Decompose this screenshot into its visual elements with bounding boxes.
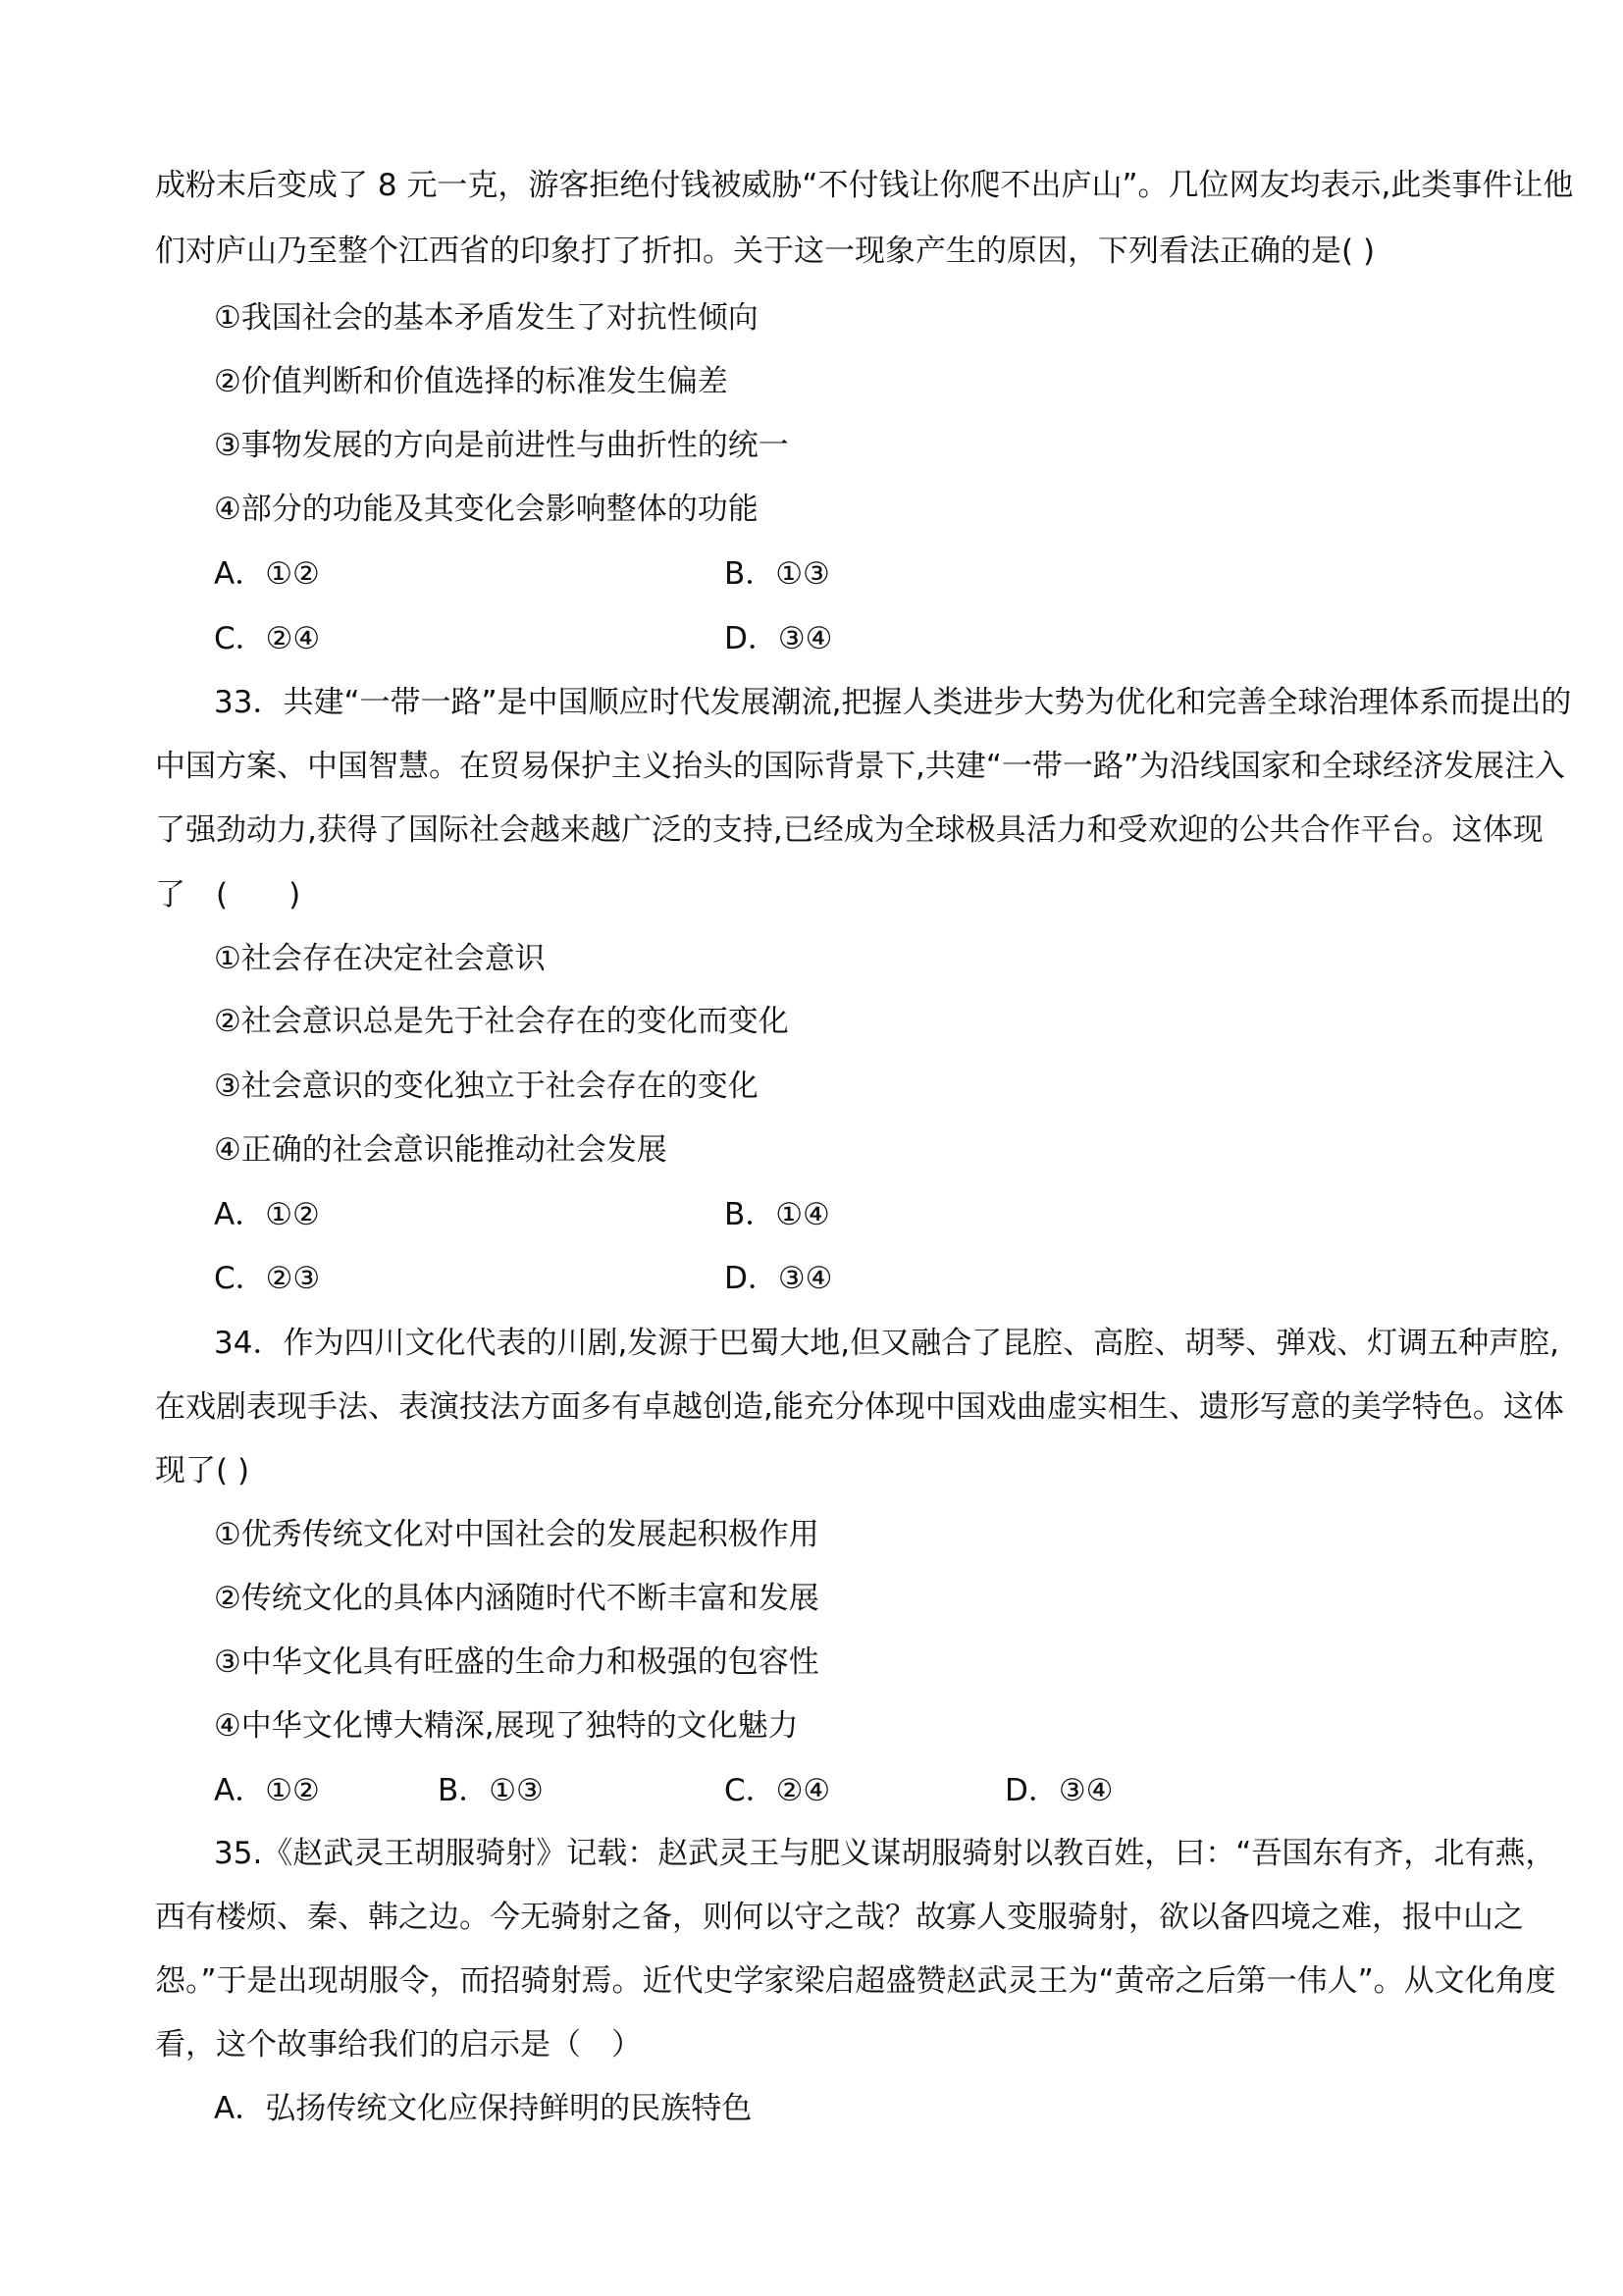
q35-stem-line-2: 西有楼烦、秦、韩之边。今无骑射之备，则何以守之哉？故寡人变服骑射，欲以备四境之难，报中山之 xyxy=(155,1900,1524,1935)
q34-option-d: D．③④ xyxy=(1005,1773,1114,1808)
q35-stem-line-4: 看，这个故事给我们的启示是（ ） xyxy=(155,2027,642,2062)
intro-option-d: D．③④ xyxy=(724,621,833,656)
q33-option-b: B．①④ xyxy=(724,1197,830,1232)
q33-stem-line-4: 了 ( ) xyxy=(155,877,301,913)
q33-statement-1: ①社会存在决定社会意识 xyxy=(214,941,546,976)
intro-statement-4: ④部分的功能及其变化会影响整体的功能 xyxy=(214,492,759,527)
q34-option-b: B．①③ xyxy=(438,1773,544,1808)
q34-statement-3: ③中华文化具有旺盛的生命力和极强的包容性 xyxy=(214,1644,819,1680)
q33-option-a: A．①② xyxy=(214,1197,320,1232)
intro-statement-1: ①我国社会的基本矛盾发生了对抗性倾向 xyxy=(214,300,759,336)
q34-option-c: C．②④ xyxy=(724,1773,831,1808)
q35-stem-line-1: 35.《赵武灵王胡服骑射》记载：赵武灵王与肥义谋胡服骑射以教百姓，曰：“吾国东有齐，北有燕， xyxy=(214,1836,1556,1871)
q34-statement-4: ④中华文化博大精深,展现了独特的文化魅力 xyxy=(214,1708,799,1744)
intro-option-a: A．①② xyxy=(214,556,320,592)
intro-line-2: 们对庐山乃至整个江西省的印象打了折扣。关于这一现象产生的原因，下列看法正确的是( ) xyxy=(155,234,1376,269)
q34-statement-1: ①优秀传统文化对中国社会的发展起积极作用 xyxy=(214,1517,819,1552)
q33-stem-line-3: 了强劲动力,获得了国际社会越来越广泛的支持,已经成为全球极具活力和受欢迎的公共合作平台。这体现 xyxy=(155,812,1544,848)
q33-stem-line-1: 33．共建“一带一路”是中国顺应时代发展潮流,把握人类进步大势为优化和完善全球治理体系而提出的 xyxy=(214,685,1572,720)
q34-stem-line-1: 34．作为四川文化代表的川剧,发源于巴蜀大地,但又融合了昆腔、高腔、胡琴、弹戏、灯调五种声腔, xyxy=(214,1326,1560,1361)
q33-statement-4: ④正确的社会意识能推动社会发展 xyxy=(214,1132,667,1168)
q35-stem-line-3: 怨。”于是出现胡服令，而招骑射焉。近代史学家梁启超盛赞赵武灵王为“黄帝之后第一伟人”。从文化角度 xyxy=(155,1963,1556,1999)
intro-option-b: B．①③ xyxy=(724,556,830,592)
q35-option-a: A．弘扬传统文化应保持鲜明的民族特色 xyxy=(214,2091,753,2126)
intro-statement-2: ②价值判断和价值选择的标准发生偏差 xyxy=(214,364,728,399)
intro-statement-3: ③事物发展的方向是前进性与曲折性的统一 xyxy=(214,428,789,463)
q33-option-c: C．②③ xyxy=(214,1261,321,1296)
q34-stem-line-3: 现了( ) xyxy=(155,1453,250,1488)
q33-option-d: D．③④ xyxy=(724,1261,833,1296)
q33-statement-2: ②社会意识总是先于社会存在的变化而变化 xyxy=(214,1004,789,1039)
q34-statement-2: ②传统文化的具体内涵随时代不断丰富和发展 xyxy=(214,1581,819,1616)
q33-stem-line-2: 中国方案、中国智慧。在贸易保护主义抬头的国际背景下,共建“一带一路”为沿线国家和全球经济发展注入 xyxy=(155,749,1565,784)
q34-stem-line-2: 在戏剧表现手法、表演技法方面多有卓越创造,能充分体现中国戏曲虚实相生、遗形写意的美学特色。这体 xyxy=(155,1389,1564,1425)
q34-option-a: A．①② xyxy=(214,1773,320,1808)
intro-line-1: 成粉末后变成了 8 元一克，游客拒绝付钱被威胁“不付钱让你爬不出庐山”。几位网友均表示,此类事件让他 xyxy=(155,168,1574,203)
q33-statement-3: ③社会意识的变化独立于社会存在的变化 xyxy=(214,1069,759,1104)
intro-option-c: C．②④ xyxy=(214,621,321,656)
